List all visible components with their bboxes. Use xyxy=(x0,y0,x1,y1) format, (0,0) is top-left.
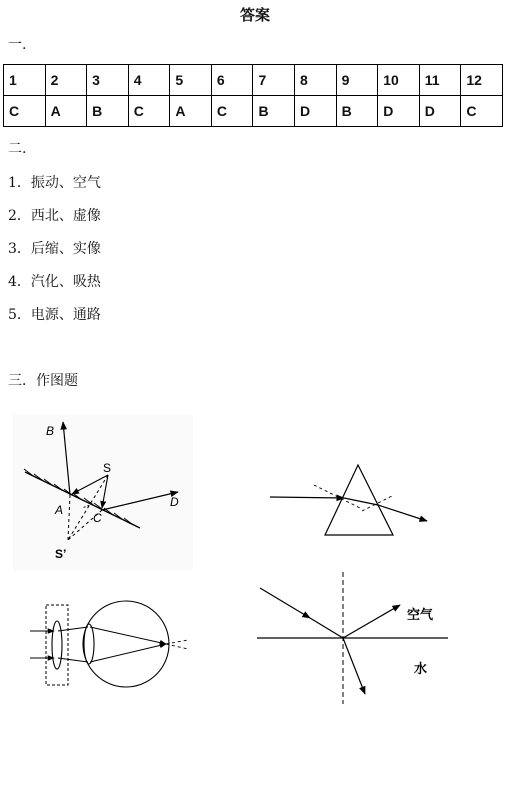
reflected-ray xyxy=(343,605,400,638)
answer-cell: B xyxy=(87,96,129,127)
air-water-refraction-figure xyxy=(255,572,455,707)
section-1-heading: 一. xyxy=(8,37,27,53)
label-D: D xyxy=(170,495,179,509)
answer-cell: D xyxy=(378,96,420,127)
label-air: 空气 xyxy=(407,607,434,622)
prism xyxy=(325,465,393,535)
page-title: 答案 xyxy=(239,6,270,24)
eye-lens xyxy=(84,624,94,664)
fill-in-answer: 2．西北、虚像 xyxy=(8,208,101,224)
question-number: 12 xyxy=(461,65,503,96)
answer-cell: A xyxy=(45,96,87,127)
fill-in-answer: 1．振动、空气 xyxy=(8,175,101,191)
light-ray xyxy=(58,627,88,631)
refracted-ray xyxy=(344,498,378,505)
answer-cell: C xyxy=(4,96,46,127)
label-A: A xyxy=(55,503,64,517)
mirror-reflection-figure xyxy=(0,400,200,575)
light-ray xyxy=(90,627,166,644)
question-number: 3 xyxy=(87,65,129,96)
answer-table xyxy=(3,64,503,127)
answer-cell: D xyxy=(295,96,337,127)
question-number: 9 xyxy=(336,65,378,96)
fill-in-answer: 5．电源、通路 xyxy=(8,307,101,323)
section-3-heading: 三．作图题 xyxy=(8,373,78,389)
question-number: 10 xyxy=(378,65,420,96)
question-number: 11 xyxy=(419,65,461,96)
answer-cell: B xyxy=(336,96,378,127)
lens-frame xyxy=(46,605,68,685)
answer-cell: A xyxy=(170,96,212,127)
question-number: 1 xyxy=(4,65,46,96)
eye-lens-figure xyxy=(28,598,198,693)
corrective-lens xyxy=(52,621,62,669)
incident-ray xyxy=(270,497,344,498)
question-number: 5 xyxy=(170,65,212,96)
question-number: 4 xyxy=(128,65,170,96)
answer-cell: D xyxy=(419,96,461,127)
label-C: C xyxy=(93,511,102,525)
answer-table-answer-row xyxy=(4,96,503,127)
refracted-ray xyxy=(343,638,365,694)
fill-in-answer: 4．汽化、吸热 xyxy=(8,274,101,290)
light-ray xyxy=(58,658,88,662)
label-water: 水 xyxy=(414,661,428,676)
label-B: B xyxy=(46,424,55,438)
answer-cell: C xyxy=(461,96,503,127)
incident-ray xyxy=(260,588,310,618)
question-number: 8 xyxy=(295,65,337,96)
question-number: 6 xyxy=(211,65,253,96)
question-number: 2 xyxy=(45,65,87,96)
label-S-image: S’ xyxy=(55,547,67,561)
light-ray xyxy=(90,644,166,662)
label-S: S xyxy=(103,461,112,475)
eyeball xyxy=(83,601,169,687)
question-number: 7 xyxy=(253,65,295,96)
fill-in-answer: 3．后缩、实像 xyxy=(8,241,101,257)
answer-table-number-row xyxy=(4,65,503,96)
section-2-heading: 二. xyxy=(8,141,27,157)
prism-refraction-figure xyxy=(262,455,432,545)
incident-ray-segment xyxy=(310,618,343,638)
answer-cell: B xyxy=(253,96,295,127)
answer-cell: C xyxy=(211,96,253,127)
normal-line xyxy=(314,485,362,509)
answer-cell: C xyxy=(128,96,170,127)
